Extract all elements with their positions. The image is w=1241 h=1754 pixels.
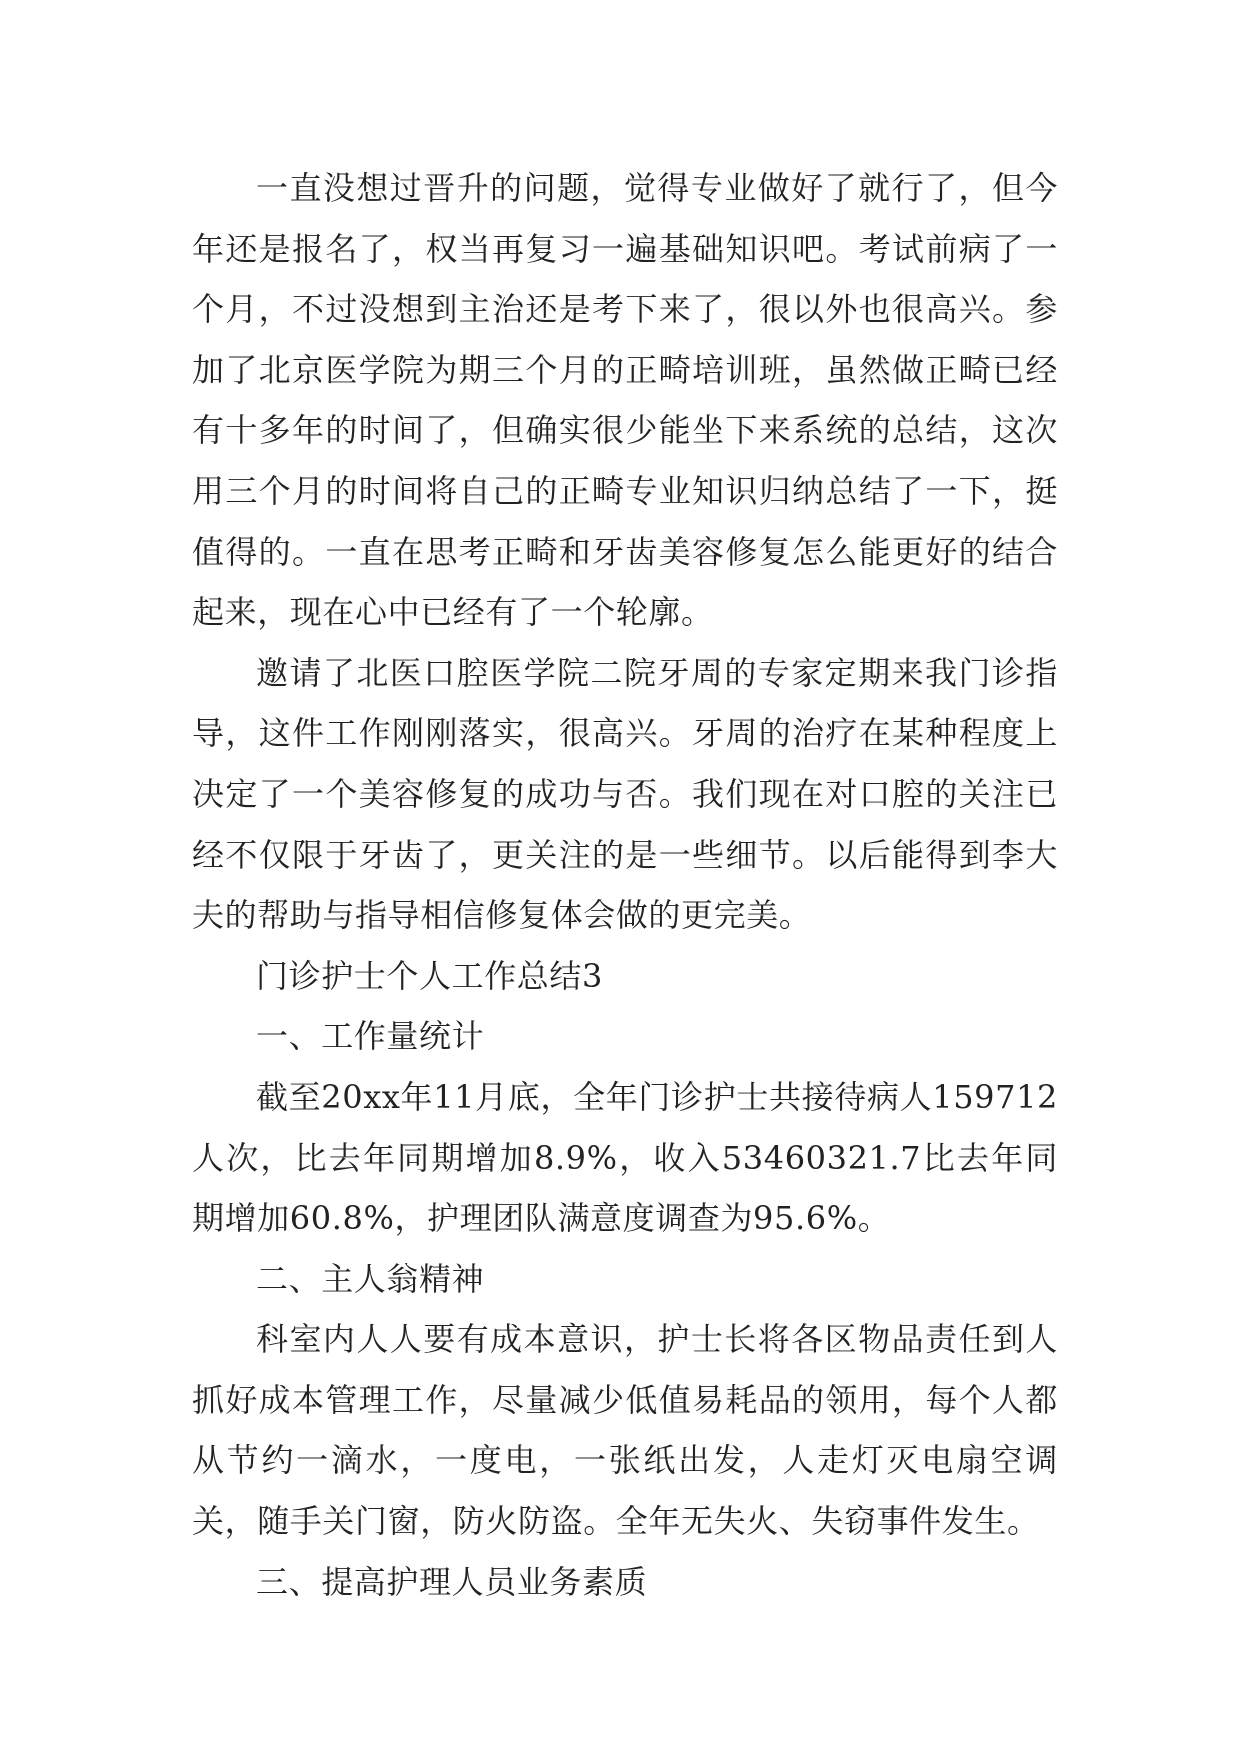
heading-workload-statistics: 一、工作量统计 <box>256 1017 485 1056</box>
paragraph-ownership-spirit: 科室内人人要有成本意识，护士长将各区物品责任到人抓好成本管理工作，尽量减少低值易耗品的领用，每个人都从节约一滴水，一度电，一张纸出发，人走灯灭电扇空调关，随手关门窗，防火防盗。全年无失火、失窃事件发生。 <box>192 1320 1058 1541</box>
paragraph-periodontal-experts: 邀请了北医口腔医学院二院牙周的专家定期来我门诊指导，这件工作刚刚落实，很高兴。牙周的治疗在某种程度上决定了一个美容修复的成功与否。我们现在对口腔的关注已经不仅限于牙齿了，更关注的是一些细节。以后能得到李大夫的帮助与指导相信修复体会做的更完美。 <box>192 653 1058 935</box>
heading-nursing-quality: 三、提高护理人员业务素质 <box>256 1562 648 1601</box>
heading-ownership-spirit: 二、主人翁精神 <box>256 1259 485 1298</box>
document-body <box>192 158 1058 1612</box>
paragraph-workload-statistics: 截至20xx年11月底，全年门诊护士共接待病人159712人次，比去年同期增加8.9%，收入53460321.7比去年同期增加60.8%，护理团队满意度调查为95.6%。 <box>192 1077 1058 1238</box>
section-title: 门诊护士个人工作总结3 <box>256 956 603 995</box>
paragraph-promotion-exam: 一直没想过晋升的问题，觉得专业做好了就行了，但今年还是报名了，权当再复习一遍基础知识吧。考试前病了一个月，不过没想到主治还是考下来了，很以外也很高兴。参加了北京医学院为期三个月的正畸培训班，虽然做正畸已经有十多年的时间了，但确实很少能坐下来系统的总结，这次用三个月的时间将自己的正畸专业知识归纳总结了一下，挺值得的。一直在思考正畸和牙齿美容修复怎么能更好的结合起来，现在心中已经有了一个轮廓。 <box>192 169 1058 632</box>
